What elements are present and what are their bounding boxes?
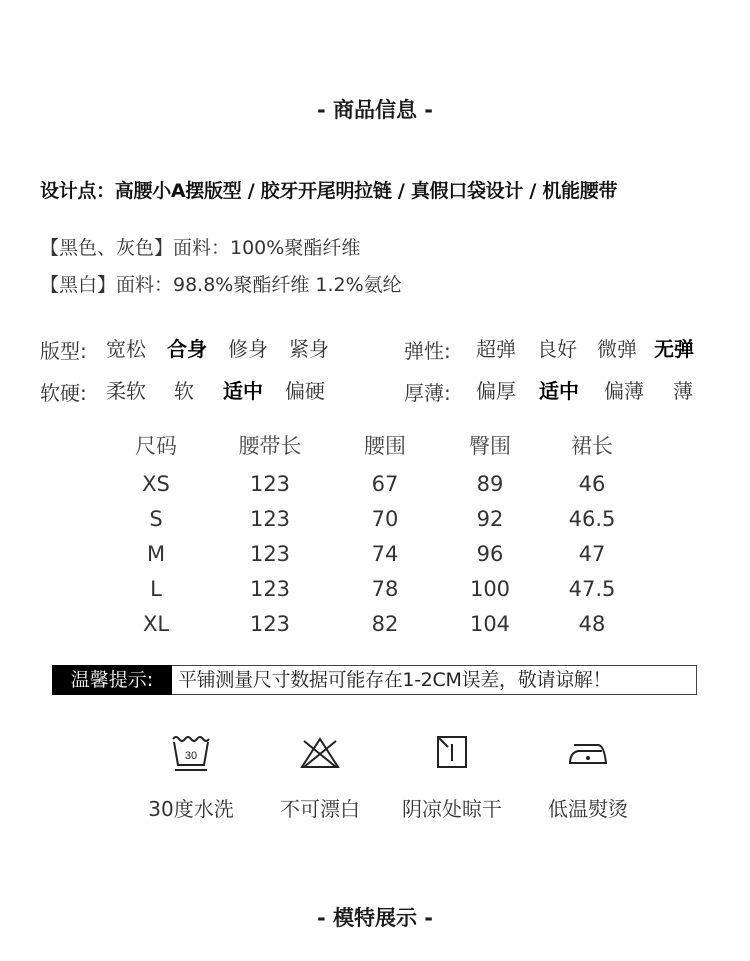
table-header-belt-length: 腰带长 [238, 434, 302, 458]
table-cell: 123 [249, 612, 291, 636]
stretch-option-slight: 微弹 [597, 337, 637, 361]
thickness-label: 厚薄: [404, 381, 451, 405]
softness-option-hard: 偏硬 [285, 379, 325, 403]
thickness-option-medium: 适中 [539, 379, 579, 403]
table-cell: 67 [371, 472, 399, 496]
material-line-1: 【黑色、灰色】面料：100%聚酯纤维 [40, 237, 361, 259]
tip-text: 平铺测量尺寸数据可能存在1-2CM误差，敬请谅解！ [178, 669, 612, 691]
softness-label: 软硬: [40, 381, 87, 405]
table-cell: 92 [476, 507, 504, 531]
table-cell: XL [142, 612, 170, 636]
table-cell: 123 [249, 577, 291, 601]
care-label-iron: 低温熨烫 [548, 797, 628, 821]
tip-label: 温馨提示: [52, 665, 172, 695]
material-line-2: 【黑白】面料：98.8%聚酯纤维 1.2%氨纶 [40, 274, 402, 296]
stretch-option-super: 超弹 [476, 337, 516, 361]
table-cell: 96 [476, 542, 504, 566]
table-cell: L [150, 577, 162, 601]
fit-option-loose: 宽松 [106, 337, 146, 361]
shade-dry-icon [430, 733, 474, 773]
table-cell: 48 [578, 612, 606, 636]
table-cell: 46.5 [568, 507, 616, 531]
section-title-model-display: - 模特展示 - [316, 906, 434, 930]
table-cell: 47.5 [568, 577, 616, 601]
table-header-skirt-length: 裙长 [571, 434, 613, 458]
table-header-size: 尺码 [135, 434, 177, 458]
table-cell: 78 [371, 577, 399, 601]
table-cell: 46 [578, 472, 606, 496]
table-cell: 47 [578, 542, 606, 566]
care-label-no-bleach: 不可漂白 [280, 797, 360, 821]
section-title-product-info: - 商品信息 - [316, 98, 434, 122]
table-cell: 89 [476, 472, 504, 496]
table-cell: 123 [249, 507, 291, 531]
care-label-wash: 30度水洗 [148, 797, 234, 821]
table-header-waist: 腰围 [364, 434, 406, 458]
softness-option-very-soft: 柔软 [106, 379, 146, 403]
table-cell: S [149, 507, 163, 531]
softness-option-soft: 软 [174, 379, 194, 403]
care-label-shade-dry: 阴凉处晾干 [402, 797, 502, 821]
low-iron-icon [566, 733, 610, 773]
table-cell: 70 [371, 507, 399, 531]
table-cell: 123 [249, 542, 291, 566]
table-cell: 74 [371, 542, 399, 566]
stretch-option-none: 无弹 [654, 337, 694, 361]
table-cell: 123 [249, 472, 291, 496]
no-bleach-icon [298, 733, 342, 773]
design-points: 设计点：高腰小A摆版型 / 胶牙开尾明拉链 / 真假口袋设计 / 机能腰带 [40, 180, 618, 202]
table-cell: 104 [469, 612, 511, 636]
softness-option-medium: 适中 [223, 379, 263, 403]
fit-option-slim: 修身 [228, 337, 268, 361]
wash-30-icon [169, 733, 213, 773]
svg-text:30: 30 [184, 750, 198, 762]
table-cell: XS [142, 472, 170, 496]
table-header-hip: 臀围 [469, 434, 511, 458]
table-cell: M [146, 542, 166, 566]
fit-option-regular: 合身 [167, 337, 207, 361]
table-cell: 82 [371, 612, 399, 636]
table-cell: 100 [469, 577, 511, 601]
fit-label: 版型: [40, 339, 87, 363]
thickness-option-thick: 偏厚 [476, 379, 516, 403]
fit-option-tight: 紧身 [289, 337, 329, 361]
stretch-label: 弹性: [404, 339, 451, 363]
stretch-option-good: 良好 [537, 337, 577, 361]
thickness-option-very-thin: 薄 [673, 379, 693, 403]
thickness-option-thin: 偏薄 [604, 379, 644, 403]
